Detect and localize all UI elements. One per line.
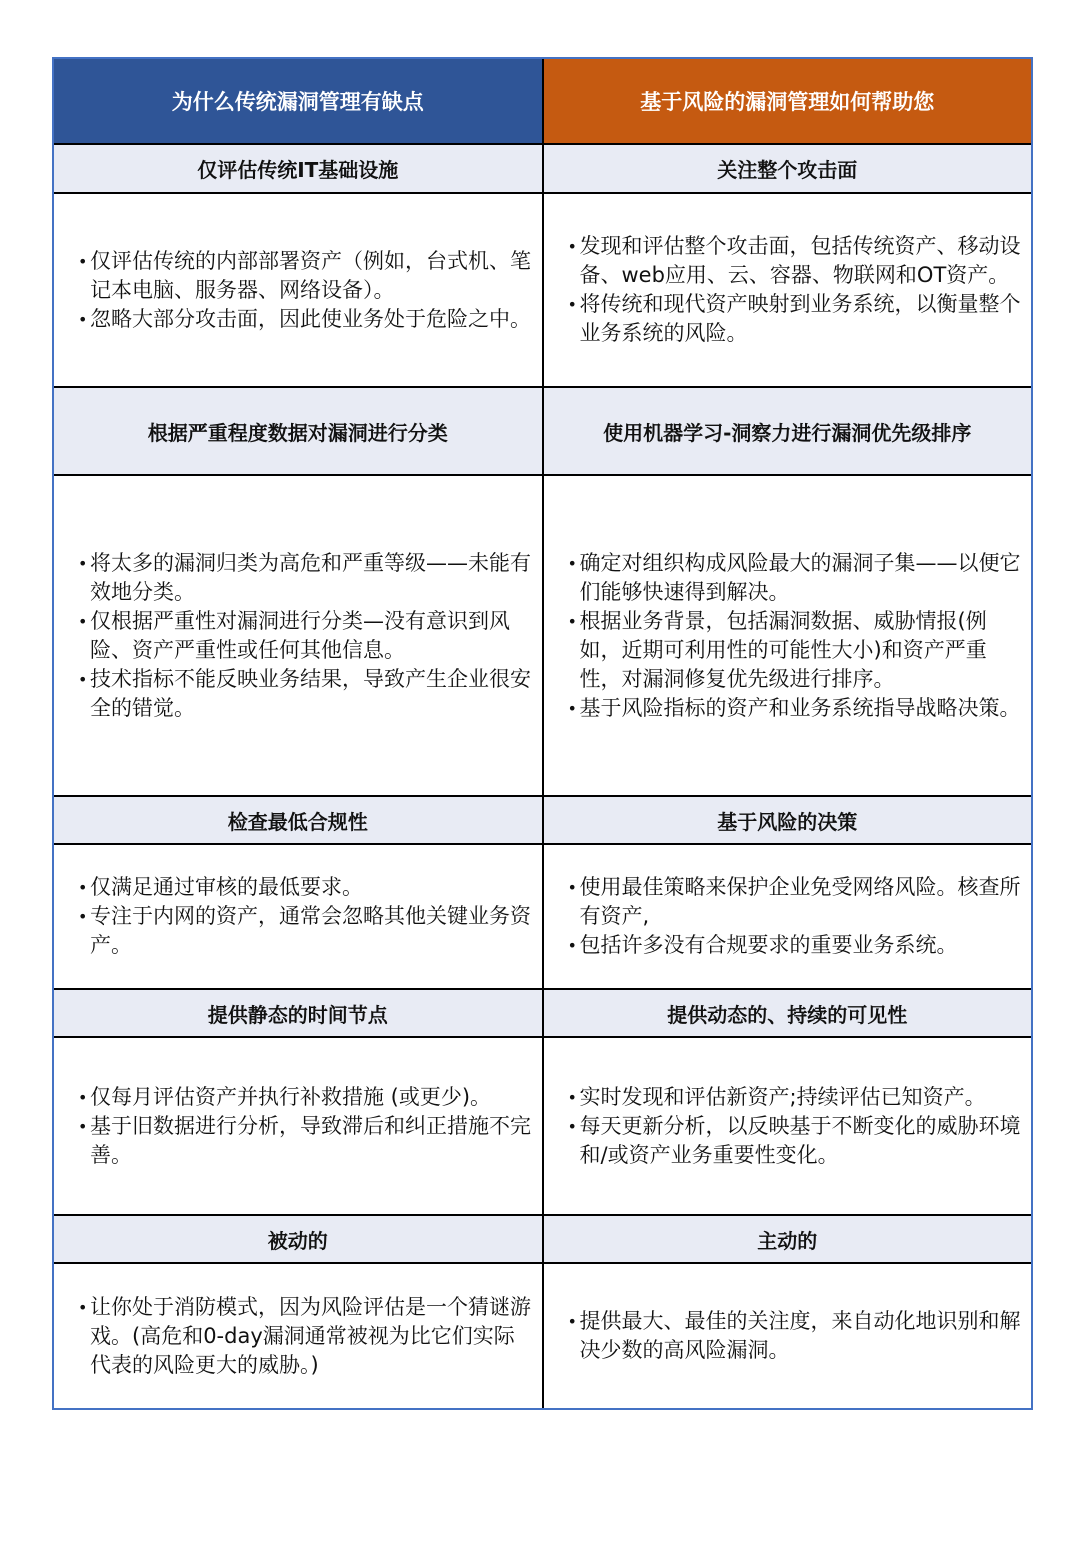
right-section-title: 提供动态的、持续的可见性 xyxy=(543,989,1032,1037)
left-section-body xyxy=(54,844,543,989)
bullet-item: • 确定对组织构成风险最大的漏洞子集——以便它们能够快速得到解决。 xyxy=(568,549,1026,607)
left-column-title: 为什么传统漏洞管理有缺点 xyxy=(54,59,543,144)
bullet-item: • 让你处于消防模式，因为风险评估是一个猜谜游戏。(高危和0-day漏洞通常被视为比它们实际代表的风险更大的威胁。) xyxy=(78,1293,536,1380)
bullet-item: • 将传统和现代资产映射到业务系统，以衡量整个业务系统的风险。 xyxy=(568,290,1026,348)
bullet-item: • 专注于内网的资产，通常会忽略其他关键业务资产。 xyxy=(78,902,536,960)
right-column-title: 基于风险的漏洞管理如何帮助您 xyxy=(543,59,1032,144)
right-section-title: 主动的 xyxy=(543,1215,1032,1263)
right-section-title: 使用机器学习-洞察力进行漏洞优先级排序 xyxy=(543,387,1032,475)
section-header-row xyxy=(54,387,1031,475)
comparison-table xyxy=(52,57,1033,1410)
section-body-row xyxy=(54,193,1031,387)
section-header-row xyxy=(54,144,1031,193)
left-section-body xyxy=(54,1263,543,1408)
bullet-item: • 每天更新分析，以反映基于不断变化的威胁环境和/或资产业务重要性变化。 xyxy=(568,1112,1026,1170)
left-section-title: 根据严重程度数据对漏洞进行分类 xyxy=(54,387,543,475)
bullet-item: • 发现和评估整个攻击面，包括传统资产、移动设备、web应用、云、容器、物联网和OT资产。 xyxy=(568,232,1026,290)
bullet-item: • 仅每月评估资产并执行补救措施 (或更少)。 xyxy=(78,1083,536,1112)
bullet-item: • 基于旧数据进行分析，导致滞后和纠正措施不完善。 xyxy=(78,1112,536,1170)
right-section-body xyxy=(543,1263,1032,1408)
bullet-item: • 基于风险指标的资产和业务系统指导战略决策。 xyxy=(568,694,1026,723)
bullet-item: • 根据业务背景，包括漏洞数据、威胁情报(例如，近期可利用性的可能性大小)和资产严重性，对漏洞修复优先级进行排序。 xyxy=(568,607,1026,694)
left-section-body xyxy=(54,475,543,796)
left-section-title: 提供静态的时间节点 xyxy=(54,989,543,1037)
bullet-item: • 忽略大部分攻击面，因此使业务处于危险之中。 xyxy=(78,305,536,334)
left-section-body xyxy=(54,1037,543,1215)
bullet-item: • 实时发现和评估新资产;持续评估已知资产。 xyxy=(568,1083,1026,1112)
bullet-item: • 将太多的漏洞归类为高危和严重等级——未能有效地分类。 xyxy=(78,549,536,607)
bullet-item: • 包括许多没有合规要求的重要业务系统。 xyxy=(568,931,1026,960)
right-section-title: 关注整个攻击面 xyxy=(543,144,1032,193)
bullet-item: • 技术指标不能反映业务结果，导致产生企业很安全的错觉。 xyxy=(78,665,536,723)
left-section-title: 被动的 xyxy=(54,1215,543,1263)
right-section-body xyxy=(543,1037,1032,1215)
right-section-body xyxy=(543,475,1032,796)
table-header-row xyxy=(54,59,1031,144)
right-section-title: 基于风险的决策 xyxy=(543,796,1032,844)
bullet-item: • 使用最佳策略来保护企业免受网络风险。核查所有资产, xyxy=(568,873,1026,931)
bullet-item: • 仅根据严重性对漏洞进行分类—没有意识到风险、资产严重性或任何其他信息。 xyxy=(78,607,536,665)
section-header-row xyxy=(54,989,1031,1037)
left-section-body xyxy=(54,193,543,387)
bullet-item: • 提供最大、最佳的关注度，来自动化地识别和解决少数的高风险漏洞。 xyxy=(568,1307,1026,1365)
section-body-row xyxy=(54,475,1031,796)
section-body-row xyxy=(54,844,1031,989)
section-body-row xyxy=(54,1037,1031,1215)
right-section-body xyxy=(543,193,1032,387)
left-section-title: 检查最低合规性 xyxy=(54,796,543,844)
left-section-title: 仅评估传统IT基础设施 xyxy=(54,144,543,193)
right-section-body xyxy=(543,844,1032,989)
section-header-row xyxy=(54,796,1031,844)
bullet-item: • 仅满足通过审核的最低要求。 xyxy=(78,873,536,902)
section-header-row xyxy=(54,1215,1031,1263)
section-body-row xyxy=(54,1263,1031,1408)
bullet-item: • 仅评估传统的内部部署资产（例如，台式机、笔记本电脑、服务器、网络设备）。 xyxy=(78,247,536,305)
